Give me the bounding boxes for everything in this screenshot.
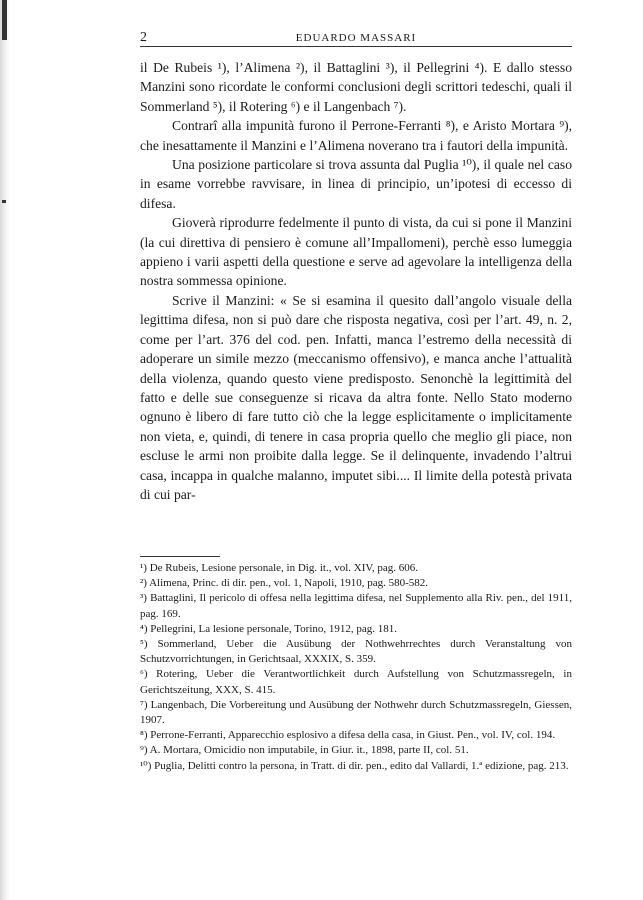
footnotes [140,561,572,774]
footnote: ¹) De Rubeis, Lesione personale, in Dig. it., vol. XIV, pag. 606. [140,562,419,574]
paragraph: il De Rubeis ¹), l’Alimena ²), il Battaglini ³), il Pellegrini ⁴). E dallo stesso Manzini sono ricordate le conformi conclusioni degli scrittori tedeschi, quali il Sommerland ⁵), il Rotering ⁶) e il Langenbach ⁷). [140,60,572,114]
paragraph: Gioverà riprodurre fedelmente il punto di vista, da cui si pone il Manzini (la cui direttiva di pensiero è comune all’Impallomeni), perchè esso lumeggia appieno i varii aspetti della questione e serve ad agevolare la intelligenza della nostra sommessa opinione. [140,215,572,289]
footnote: ⁵) Sommerland, Ueber die Ausübung der Nothwehrrechtes durch Veranstaltung von Schutzvorrichtungen, in Gerichtsaal, XXXIX, S. 359. [140,638,572,666]
footnote: ⁴) Pellegrini, La lesione personale, Torino, 1912, pag. 181. [140,622,398,635]
scan-left-edge [0,0,10,900]
footnote: ¹⁰) Puglia, Delitti contro la persona, in Tratt. di dir. pen., edito dal Vallardi, 1.ª edizione, pag. 213. [140,759,569,772]
footnote: ³) Battaglini, Il pericolo di offesa nella legittima difesa, nel Supplemento alla Riv. pen., del 1911, pag. 169. [140,592,572,620]
body-text [140,58,572,504]
paragraph: Una posizione particolare si trova assunta dal Puglia ¹⁰), il quale nel caso in esame vorrebbe ravvisare, in linea di principio, un’ipotesi di eccesso di difesa. [140,157,572,211]
page-header [140,26,572,47]
scan-edge-mark [2,0,7,40]
footnote: ²) Alimena, Princ. di dir. pen., vol. 1, Napoli, 1910, pag. 580-582. [140,577,429,590]
page-number: 2 [140,30,147,45]
scan-edge-mark [2,200,6,203]
paragraph: Contrarî alla impunità furono il Perrone-Ferranti ⁸), e Aristo Mortara ⁹), che inesattamente il Manzini e l’Alimena noverano tra i fautori della impunità. [140,118,572,153]
running-head: EDUARDO MASSARI [295,32,417,44]
footnote: ⁸) Perrone-Ferranti, Apparecchio esplosivo a difesa della casa, in Giust. Pen., vol. IV, col. 194. [140,729,556,742]
footnote: ⁹) A. Mortara, Omicidio non imputabile, in Giur. it., 1898, parte II, col. 51. [140,744,469,757]
footnote: ⁷) Langenbach, Die Vorbereitung und Ausübung der Nothwehr durch Schutzmassregeln, Giessen, 1907. [140,698,572,727]
footnote-separator [140,556,220,557]
paragraph: Scrive il Manzini: « Se si esamina il quesito dall’angolo visuale della legittima difesa, non si può dare che risposta negativa, così per l’art. 49, n. 2, come per l’art. 376 del cod. pen. Infatti, manca l’estremo della necessità di adoperare un simile mezzo (meccanismo offensivo), e manca anche l’attualità della violenza, quando questo viene predisposto. Senonchè la legittimità del fatto e delle sue conseguenze si ricava da altra fonte. Nello Stato moderno ognuno è libero di fare tutto ciò che la legge esplicitamente o implicitamente non vieta, e, quindi, di tenere in casa propria quello che meglio gli piace, non escluse le armi non proibite dalla legge. Se il delinquente, invadendo l’altrui casa, incappa in qualche malanno, imputet sibi.... Il limite della potestà privata di cui par- [140,292,572,502]
footnote: ⁶) Rotering, Ueber die Verantwortlichkeit durch Aufstellung von Schutzmassregeln, in Gerichtszeitung, XXX, S. 415. [140,668,572,696]
